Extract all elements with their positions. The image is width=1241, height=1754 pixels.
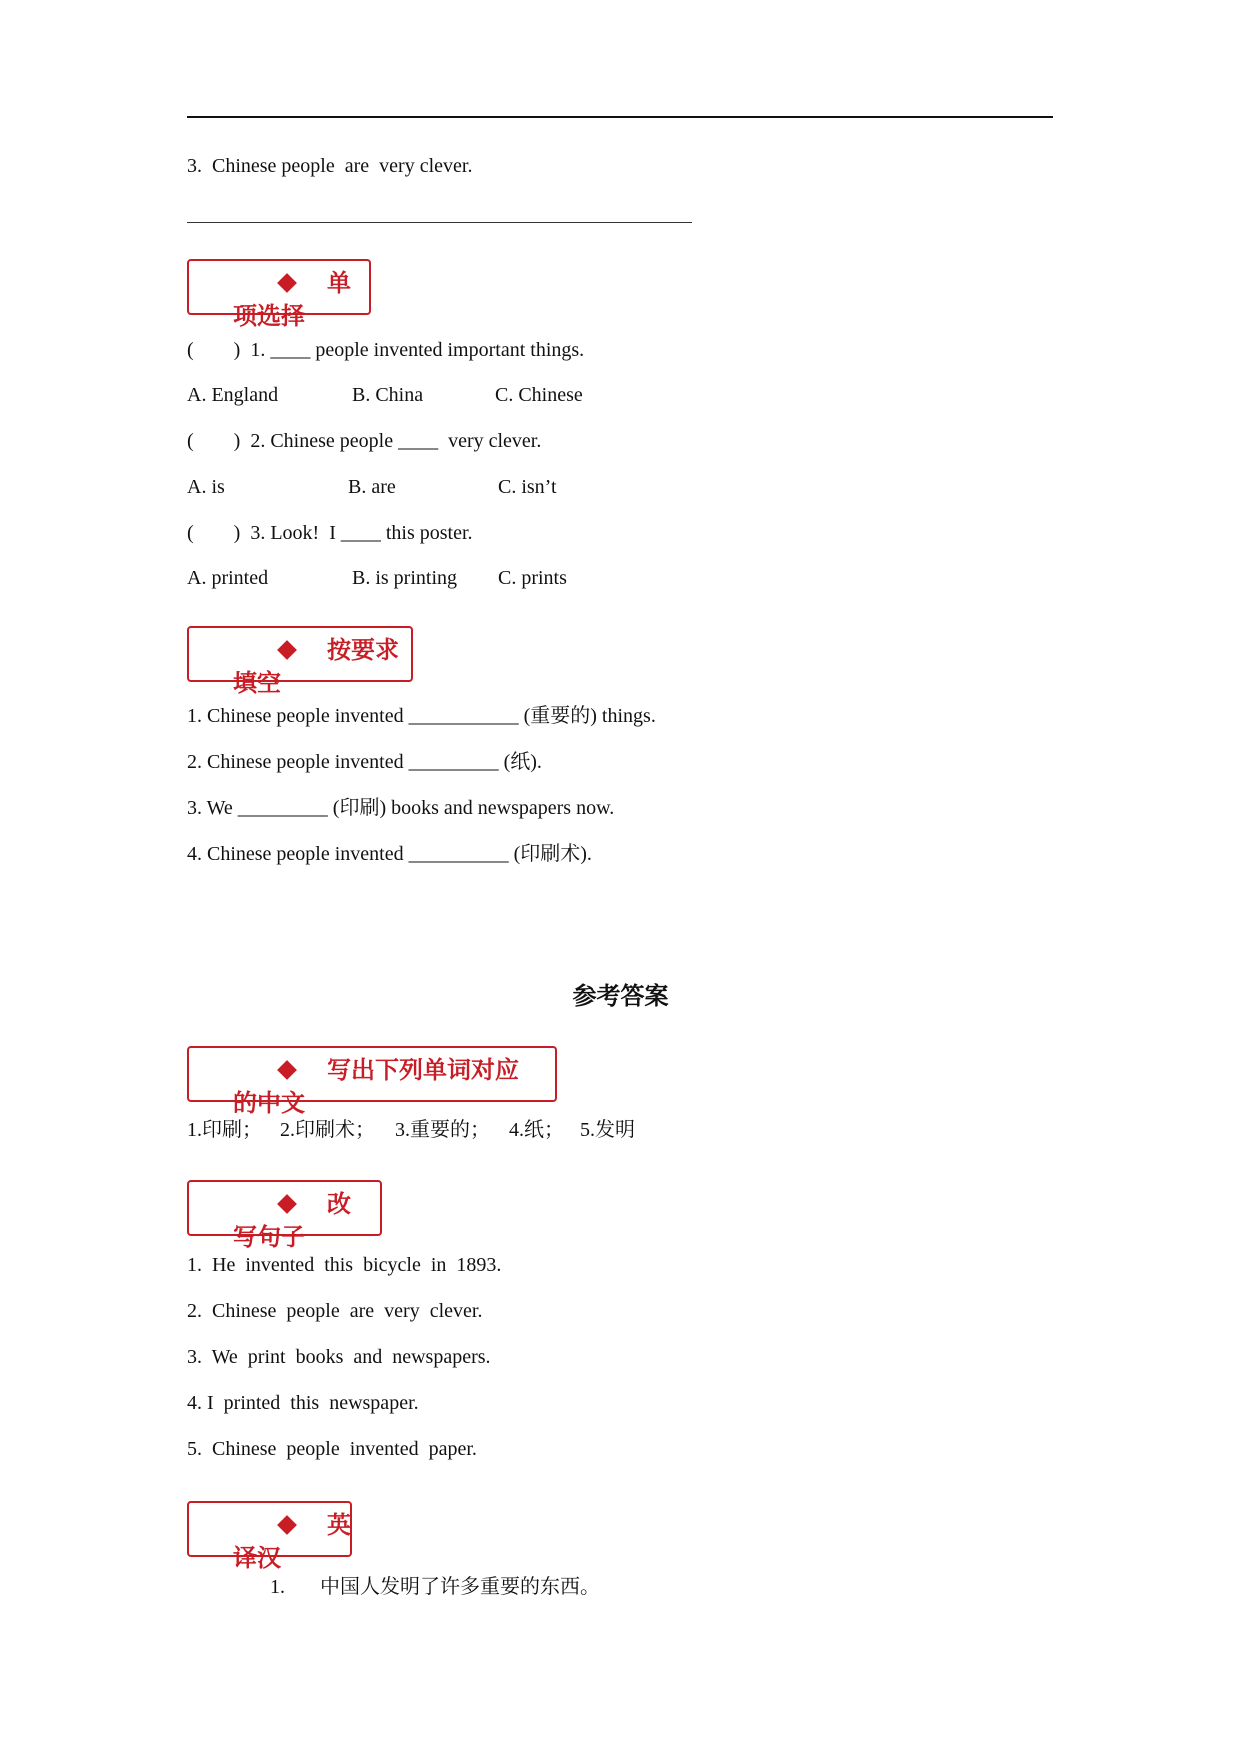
fill-item-2: 2. Chinese people invented _________ (纸). [187,751,542,773]
choice-question-1: ( ) 1. ____ people invented important things. [187,339,585,361]
section-title: 英 [327,1511,351,1539]
rewrite-item-3: 3. Chinese people are very clever. [187,155,473,177]
diamond-icon [277,273,297,293]
answer-word-2: 2.印刷术； [280,1119,375,1141]
section-header-translate-sentences [187,1501,352,1572]
answer-rewrite-4: 4. I printed this newspaper. [187,1392,419,1414]
choice-q2-option-b[interactable]: B. are [348,476,396,498]
choice-q2-option-c[interactable]: C. isn’t [498,476,557,498]
header-rule [187,116,1053,118]
diamond-icon [277,640,297,660]
fill-item-1: 1. Chinese people invented ___________ (重要的) things. [187,705,656,727]
answer-sentence-1-text: 中国人发明了许多重要的东西。 [320,1576,600,1598]
diamond-icon [277,1515,297,1535]
section-header-rewrite [187,1180,382,1251]
section-header-translate-words [187,1046,557,1117]
section-title: 改 [327,1190,351,1218]
answers-heading: 参考答案 [572,982,669,1010]
diamond-icon [277,1194,297,1214]
section-header-fill-in [187,626,413,697]
answer-rewrite-1: 1. He invented this bicycle in 1893. [187,1254,502,1276]
section-title: 单 [327,269,351,297]
choice-q1-option-a[interactable]: A. England [187,384,279,406]
choice-q3-option-b[interactable]: B. is printing [352,567,458,589]
answer-rewrite-2: 2. Chinese people are very clever. [187,1300,483,1322]
choice-q3-option-a[interactable]: A. printed [187,567,269,589]
section-title-overflow: 填空 [233,669,281,697]
answer-word-5: 5.发明 [580,1119,635,1141]
choice-q3-option-c[interactable]: C. prints [498,567,567,589]
section-title-overflow: 译汉 [233,1544,281,1572]
diamond-icon [277,1060,297,1080]
answer-word-4: 4.纸； [509,1119,564,1141]
answer-word-1: 1.印刷； [187,1119,262,1141]
fill-item-4: 4. Chinese people invented __________ (印刷术). [187,843,592,865]
answer-blank-line[interactable] [187,222,692,223]
section-title-overflow: 写句子 [233,1223,305,1251]
choice-q1-option-b[interactable]: B. China [352,384,424,406]
section-title: 按要求 [327,636,399,664]
choice-q1-option-c[interactable]: C. Chinese [495,384,583,406]
choice-question-2: ( ) 2. Chinese people ____ very clever. [187,430,542,452]
section-title: 写出下列单词对应 [327,1056,519,1084]
choice-q2-option-a[interactable]: A. is [187,476,225,498]
answer-sentence-1-number: 1. [270,1576,285,1598]
choice-question-3: ( ) 3. Look! I ____ this poster. [187,522,473,544]
answer-word-3: 3.重要的； [395,1119,490,1141]
section-header-single-choice [187,259,371,330]
section-title-overflow: 的中文 [233,1089,305,1117]
answer-rewrite-5: 5. Chinese people invented paper. [187,1438,477,1460]
answer-rewrite-3: 3. We print books and newspapers. [187,1346,491,1368]
section-title-overflow: 项选择 [233,302,305,330]
fill-item-3: 3. We _________ (印刷) books and newspapers now. [187,797,615,819]
